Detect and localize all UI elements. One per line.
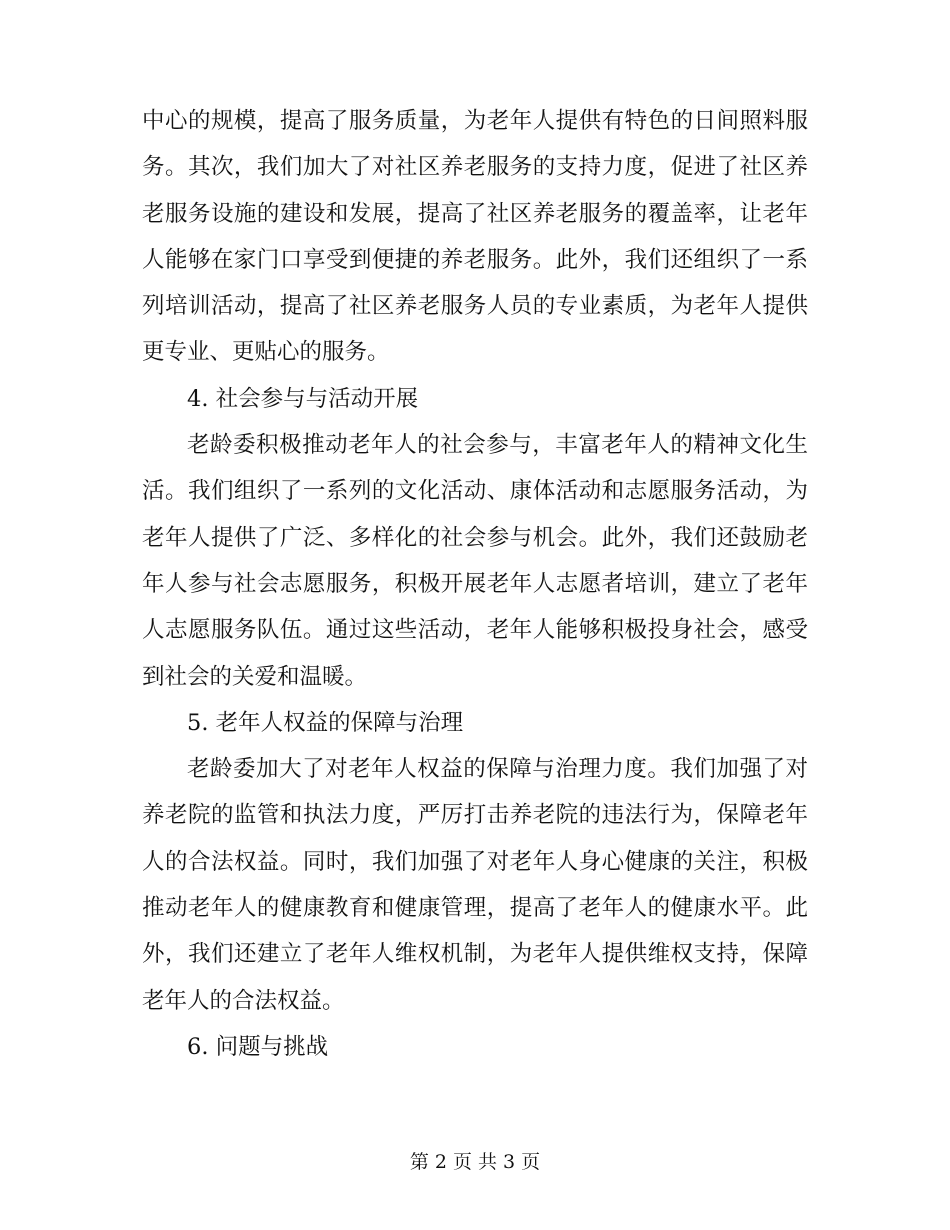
section-heading-rights-protection: 5. 老年人权益的保障与治理 [187, 709, 464, 736]
page-number-footer: 第 2 页 共 3 页 [409, 1151, 541, 1173]
section-heading-problems-challenges: 6. 问题与挑战 [187, 1033, 329, 1060]
document-body [142, 98, 808, 1070]
paragraph-community-care: 中心的规模，提高了服务质量，为老年人提供有特色的日间照料服务。其次，我们加大了对社区养老服务的支持力度，促进了社区养老服务设施的建设和发展，提高了社区养老服务的覆盖率，让老年人能够在家门口享受到便捷的养老服务。此外，我们还组织了一系列培训活动，提高了社区养老服务人员的专业素质，为老年人提供更专业、更贴心的服务。 [142, 108, 808, 366]
paragraph-social-participation: 老龄委积极推动老年人的社会参与，丰富老年人的精神文化生活。我们组织了一系列的文化活动、康体活动和志愿服务活动，为老年人提供了广泛、多样化的社会参与机会。此外，我们还鼓励老年人参与社会志愿服务，积极开展老年人志愿者培训，建立了老年人志愿服务队伍。通过这些活动，老年人能够积极投身社会，感受到社会的关爱和温暖。 [142, 432, 808, 690]
paragraph-rights-protection: 老龄委加大了对老年人权益的保障与治理力度。我们加强了对养老院的监管和执法力度，严厉打击养老院的违法行为，保障老年人的合法权益。同时，我们加强了对老年人身心健康的关注，积极推动老年人的健康教育和健康管理，提高了老年人的健康水平。此外，我们还建立了老年人维权机制，为老年人提供维权支持，保障老年人的合法权益。 [142, 756, 808, 1014]
section-heading-social-participation: 4. 社会参与与活动开展 [187, 385, 419, 412]
